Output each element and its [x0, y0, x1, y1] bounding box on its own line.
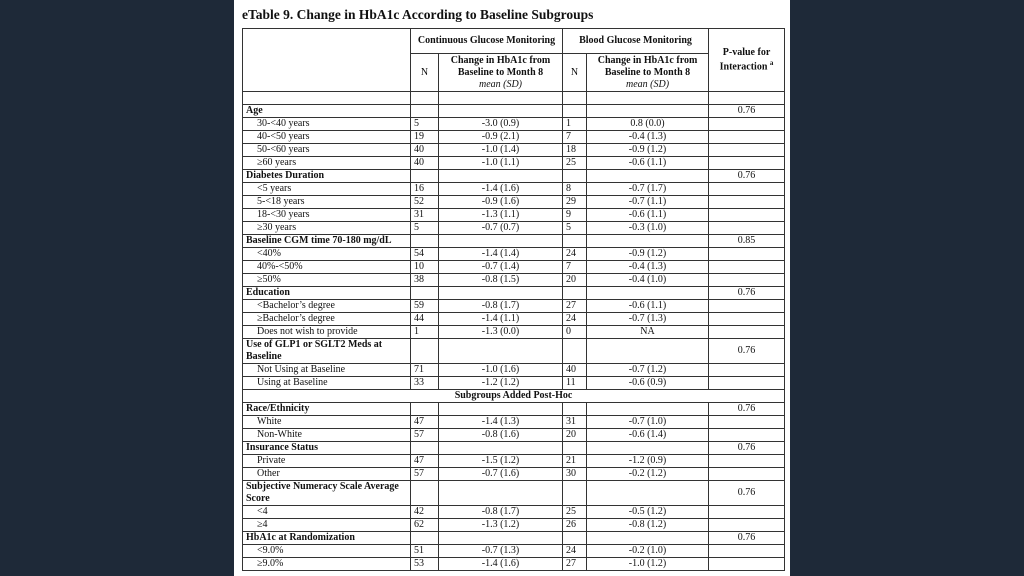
subgroup-row	[243, 416, 785, 429]
bgm-change: -1.2 (0.9)	[587, 455, 709, 468]
subgroup-label: 40%-<50%	[243, 261, 411, 274]
subgroup-row	[243, 183, 785, 196]
empty-cell	[563, 235, 587, 248]
cgm-change: -1.4 (1.6)	[439, 558, 563, 571]
category-row	[243, 481, 785, 506]
empty-cell	[563, 532, 587, 545]
category-label: Subjective Numeracy Scale Average Score	[243, 481, 411, 506]
p-value: 0.76	[709, 339, 785, 364]
empty-cell	[563, 403, 587, 416]
subgroup-row	[243, 545, 785, 558]
subgroup-row	[243, 429, 785, 442]
cgm-n: 57	[411, 429, 439, 442]
subgroup-label: White	[243, 416, 411, 429]
cgm-change: -0.9 (2.1)	[439, 131, 563, 144]
cgm-n: 33	[411, 377, 439, 390]
cgm-change: -0.8 (1.6)	[439, 429, 563, 442]
header-spacer-row	[243, 92, 785, 105]
p-value-empty	[709, 157, 785, 170]
cgm-n: 10	[411, 261, 439, 274]
empty-cell	[587, 481, 709, 506]
bgm-change: -0.6 (1.1)	[587, 209, 709, 222]
cgm-n: 42	[411, 506, 439, 519]
p-value-empty	[709, 364, 785, 377]
cgm-change: -0.7 (1.6)	[439, 468, 563, 481]
empty-cell	[411, 403, 439, 416]
cgm-n: 1	[411, 326, 439, 339]
category-row	[243, 403, 785, 416]
empty-cell	[439, 287, 563, 300]
empty-cell	[563, 339, 587, 364]
bgm-n: 24	[563, 248, 587, 261]
cgm-change: -1.3 (1.2)	[439, 519, 563, 532]
cgm-change: -0.7 (1.4)	[439, 261, 563, 274]
header-cgm-group: Continuous Glucose Monitoring	[411, 29, 563, 54]
subgroup-label: ≥9.0%	[243, 558, 411, 571]
empty-cell	[587, 403, 709, 416]
cgm-change: -1.4 (1.3)	[439, 416, 563, 429]
table-title: eTable 9. Change in HbA1c According to Baseline Subgroups	[242, 7, 594, 22]
header-bgm-n: N	[563, 54, 587, 92]
subgroup-label: 50-<60 years	[243, 144, 411, 157]
p-value-empty	[709, 144, 785, 157]
cgm-change: -0.8 (1.5)	[439, 274, 563, 287]
bgm-n: 25	[563, 157, 587, 170]
bgm-change: NA	[587, 326, 709, 339]
empty-cell	[563, 287, 587, 300]
bgm-n: 5	[563, 222, 587, 235]
subgroup-label: ≥4	[243, 519, 411, 532]
subgroup-label: ≥60 years	[243, 157, 411, 170]
category-row	[243, 339, 785, 364]
subgroup-row	[243, 131, 785, 144]
subgroup-label: 5-<18 years	[243, 196, 411, 209]
cgm-n: 16	[411, 183, 439, 196]
empty-cell	[411, 442, 439, 455]
empty-cell	[587, 235, 709, 248]
category-label: Age	[243, 105, 411, 118]
header-pvalue-footnote: a	[769, 59, 774, 68]
bgm-n: 30	[563, 468, 587, 481]
category-row	[243, 105, 785, 118]
subgroup-label: <Bachelor’s degree	[243, 300, 411, 313]
bgm-change: -0.5 (1.2)	[587, 506, 709, 519]
header-cgm-change-stat: mean (SD)	[478, 78, 523, 90]
subgroup-row	[243, 209, 785, 222]
subgroup-row	[243, 364, 785, 377]
subgroup-label: <9.0%	[243, 545, 411, 558]
cgm-n: 52	[411, 196, 439, 209]
subgroup-row	[243, 274, 785, 287]
p-value-empty	[709, 222, 785, 235]
p-value-empty	[709, 118, 785, 131]
bgm-change: -0.4 (1.3)	[587, 131, 709, 144]
bgm-n: 27	[563, 300, 587, 313]
empty-cell	[439, 442, 563, 455]
subgroup-label: <4	[243, 506, 411, 519]
bgm-change: -0.7 (1.1)	[587, 196, 709, 209]
p-value: 0.76	[709, 105, 785, 118]
category-label: Race/Ethnicity	[243, 403, 411, 416]
bgm-n: 20	[563, 429, 587, 442]
bgm-n: 18	[563, 144, 587, 157]
cgm-n: 47	[411, 455, 439, 468]
bgm-change: -0.7 (1.0)	[587, 416, 709, 429]
empty-cell	[411, 235, 439, 248]
p-value: 0.76	[709, 403, 785, 416]
cgm-n: 47	[411, 416, 439, 429]
table-body	[243, 105, 785, 571]
p-value-empty	[709, 326, 785, 339]
p-value: 0.76	[709, 287, 785, 300]
bgm-n: 27	[563, 558, 587, 571]
category-label: Use of GLP1 or SGLT2 Meds at Baseline	[243, 339, 411, 364]
header-cgm-change-label: Change in HbA1c from Baseline to Month 8	[450, 54, 551, 78]
bgm-n: 24	[563, 545, 587, 558]
subgroup-label: ≥30 years	[243, 222, 411, 235]
cgm-change: -1.3 (1.1)	[439, 209, 563, 222]
p-value-empty	[709, 196, 785, 209]
header-pvalue-label: P-value for Interaction	[719, 46, 771, 73]
cgm-n: 57	[411, 468, 439, 481]
p-value-empty	[709, 248, 785, 261]
cgm-n: 51	[411, 545, 439, 558]
bgm-n: 31	[563, 416, 587, 429]
cgm-change: -1.3 (0.0)	[439, 326, 563, 339]
empty-cell	[439, 403, 563, 416]
cgm-change: -1.0 (1.1)	[439, 157, 563, 170]
p-value-empty	[709, 209, 785, 222]
cgm-n: 40	[411, 157, 439, 170]
cgm-change: -1.2 (1.2)	[439, 377, 563, 390]
subgroup-row	[243, 558, 785, 571]
p-value-empty	[709, 313, 785, 326]
empty-cell	[587, 170, 709, 183]
subgroup-row	[243, 196, 785, 209]
cgm-n: 40	[411, 144, 439, 157]
subgroup-label: Private	[243, 455, 411, 468]
empty-cell	[439, 170, 563, 183]
category-row	[243, 170, 785, 183]
p-value-empty	[709, 468, 785, 481]
p-value-empty	[709, 545, 785, 558]
empty-cell	[563, 170, 587, 183]
bgm-change: -0.7 (1.2)	[587, 364, 709, 377]
bgm-change: -1.0 (1.2)	[587, 558, 709, 571]
cgm-n: 5	[411, 222, 439, 235]
subgroup-label: 40-<50 years	[243, 131, 411, 144]
category-label: Insurance Status	[243, 442, 411, 455]
cgm-n: 53	[411, 558, 439, 571]
bgm-n: 9	[563, 209, 587, 222]
bgm-change: -0.2 (1.0)	[587, 545, 709, 558]
section-label: Subgroups Added Post-Hoc	[243, 390, 785, 403]
p-value-empty	[709, 300, 785, 313]
category-label: Education	[243, 287, 411, 300]
p-value-empty	[709, 377, 785, 390]
cgm-change: -0.8 (1.7)	[439, 506, 563, 519]
subgroup-row	[243, 118, 785, 131]
subgroup-row	[243, 519, 785, 532]
category-label: Baseline CGM time 70-180 mg/dL	[243, 235, 411, 248]
empty-cell	[563, 442, 587, 455]
bgm-n: 40	[563, 364, 587, 377]
p-value-empty	[709, 429, 785, 442]
cgm-n: 62	[411, 519, 439, 532]
empty-cell	[587, 532, 709, 545]
subgroup-row	[243, 313, 785, 326]
subgroup-row	[243, 261, 785, 274]
empty-cell	[587, 287, 709, 300]
cgm-change: -3.0 (0.9)	[439, 118, 563, 131]
subgroup-row	[243, 300, 785, 313]
p-value-empty	[709, 131, 785, 144]
p-value: 0.76	[709, 442, 785, 455]
bgm-n: 24	[563, 313, 587, 326]
header-cgm-change	[439, 54, 563, 92]
header-bgm-change-label: Change in HbA1c from Baseline to Month 8	[597, 54, 698, 78]
header-pvalue	[709, 29, 785, 92]
p-value: 0.76	[709, 532, 785, 545]
subgroup-row	[243, 377, 785, 390]
subgroup-label: <40%	[243, 248, 411, 261]
empty-cell	[439, 481, 563, 506]
empty-cell	[439, 339, 563, 364]
section-row	[243, 390, 785, 403]
empty-cell	[563, 105, 587, 118]
header-blank	[243, 29, 411, 92]
cgm-n: 5	[411, 118, 439, 131]
empty-cell	[439, 532, 563, 545]
bgm-change: -0.9 (1.2)	[587, 144, 709, 157]
subgroup-row	[243, 506, 785, 519]
subgroup-label: Using at Baseline	[243, 377, 411, 390]
bgm-change: -0.4 (1.0)	[587, 274, 709, 287]
p-value-empty	[709, 183, 785, 196]
subgroup-label: Does not wish to provide	[243, 326, 411, 339]
subgroup-row	[243, 326, 785, 339]
bgm-n: 1	[563, 118, 587, 131]
cgm-change: -1.4 (1.6)	[439, 183, 563, 196]
subgroup-row	[243, 222, 785, 235]
subgroup-row	[243, 468, 785, 481]
cgm-change: -1.0 (1.6)	[439, 364, 563, 377]
p-value: 0.76	[709, 481, 785, 506]
cgm-n: 38	[411, 274, 439, 287]
subgroup-label: 18-<30 years	[243, 209, 411, 222]
header-bgm-change	[587, 54, 709, 92]
header-bgm-group: Blood Glucose Monitoring	[563, 29, 709, 54]
bgm-n: 25	[563, 506, 587, 519]
bgm-change: -0.7 (1.3)	[587, 313, 709, 326]
subgroup-row	[243, 455, 785, 468]
bgm-change: -0.7 (1.7)	[587, 183, 709, 196]
subgroup-row	[243, 157, 785, 170]
category-label: HbA1c at Randomization	[243, 532, 411, 545]
subgroup-label: Not Using at Baseline	[243, 364, 411, 377]
subgroup-table	[242, 28, 785, 571]
subgroup-row	[243, 144, 785, 157]
cgm-change: -0.7 (0.7)	[439, 222, 563, 235]
cgm-change: -1.5 (1.2)	[439, 455, 563, 468]
subgroup-label: ≥Bachelor’s degree	[243, 313, 411, 326]
bgm-change: -0.2 (1.2)	[587, 468, 709, 481]
p-value: 0.85	[709, 235, 785, 248]
category-row	[243, 235, 785, 248]
empty-cell	[411, 339, 439, 364]
subgroup-label: 30-<40 years	[243, 118, 411, 131]
bgm-change: -0.6 (1.1)	[587, 157, 709, 170]
subgroup-row	[243, 248, 785, 261]
p-value-empty	[709, 261, 785, 274]
bgm-n: 7	[563, 131, 587, 144]
category-row	[243, 287, 785, 300]
bgm-change: 0.8 (0.0)	[587, 118, 709, 131]
empty-cell	[439, 235, 563, 248]
cgm-change: -0.8 (1.7)	[439, 300, 563, 313]
header-bgm-change-stat: mean (SD)	[625, 78, 670, 90]
subgroup-label: <5 years	[243, 183, 411, 196]
category-label: Diabetes Duration	[243, 170, 411, 183]
subgroup-label: Other	[243, 468, 411, 481]
bgm-n: 0	[563, 326, 587, 339]
bgm-n: 20	[563, 274, 587, 287]
p-value-empty	[709, 506, 785, 519]
document-page	[234, 0, 790, 576]
bgm-n: 29	[563, 196, 587, 209]
bgm-change: -0.6 (1.4)	[587, 429, 709, 442]
cgm-change: -0.9 (1.6)	[439, 196, 563, 209]
p-value-empty	[709, 274, 785, 287]
empty-cell	[587, 442, 709, 455]
bgm-n: 7	[563, 261, 587, 274]
empty-cell	[411, 287, 439, 300]
empty-cell	[439, 105, 563, 118]
bgm-n: 8	[563, 183, 587, 196]
bgm-n: 21	[563, 455, 587, 468]
bgm-change: -0.6 (1.1)	[587, 300, 709, 313]
cgm-n: 59	[411, 300, 439, 313]
bgm-change: -0.8 (1.2)	[587, 519, 709, 532]
bgm-change: -0.4 (1.3)	[587, 261, 709, 274]
category-row	[243, 442, 785, 455]
p-value-empty	[709, 519, 785, 532]
p-value-empty	[709, 416, 785, 429]
bgm-change: -0.3 (1.0)	[587, 222, 709, 235]
table-header	[243, 29, 785, 105]
p-value-empty	[709, 558, 785, 571]
header-cgm-n: N	[411, 54, 439, 92]
cgm-change: -0.7 (1.3)	[439, 545, 563, 558]
empty-cell	[411, 532, 439, 545]
bgm-n: 26	[563, 519, 587, 532]
subgroup-label: ≥50%	[243, 274, 411, 287]
empty-cell	[587, 339, 709, 364]
empty-cell	[411, 481, 439, 506]
empty-cell	[563, 481, 587, 506]
category-row	[243, 532, 785, 545]
cgm-n: 19	[411, 131, 439, 144]
cgm-change: -1.0 (1.4)	[439, 144, 563, 157]
p-value: 0.76	[709, 170, 785, 183]
cgm-n: 44	[411, 313, 439, 326]
empty-cell	[587, 105, 709, 118]
bgm-change: -0.9 (1.2)	[587, 248, 709, 261]
bgm-change: -0.6 (0.9)	[587, 377, 709, 390]
cgm-n: 71	[411, 364, 439, 377]
bgm-n: 11	[563, 377, 587, 390]
p-value-empty	[709, 455, 785, 468]
cgm-change: -1.4 (1.1)	[439, 313, 563, 326]
cgm-change: -1.4 (1.4)	[439, 248, 563, 261]
empty-cell	[411, 105, 439, 118]
cgm-n: 54	[411, 248, 439, 261]
empty-cell	[411, 170, 439, 183]
cgm-n: 31	[411, 209, 439, 222]
subgroup-label: Non-White	[243, 429, 411, 442]
